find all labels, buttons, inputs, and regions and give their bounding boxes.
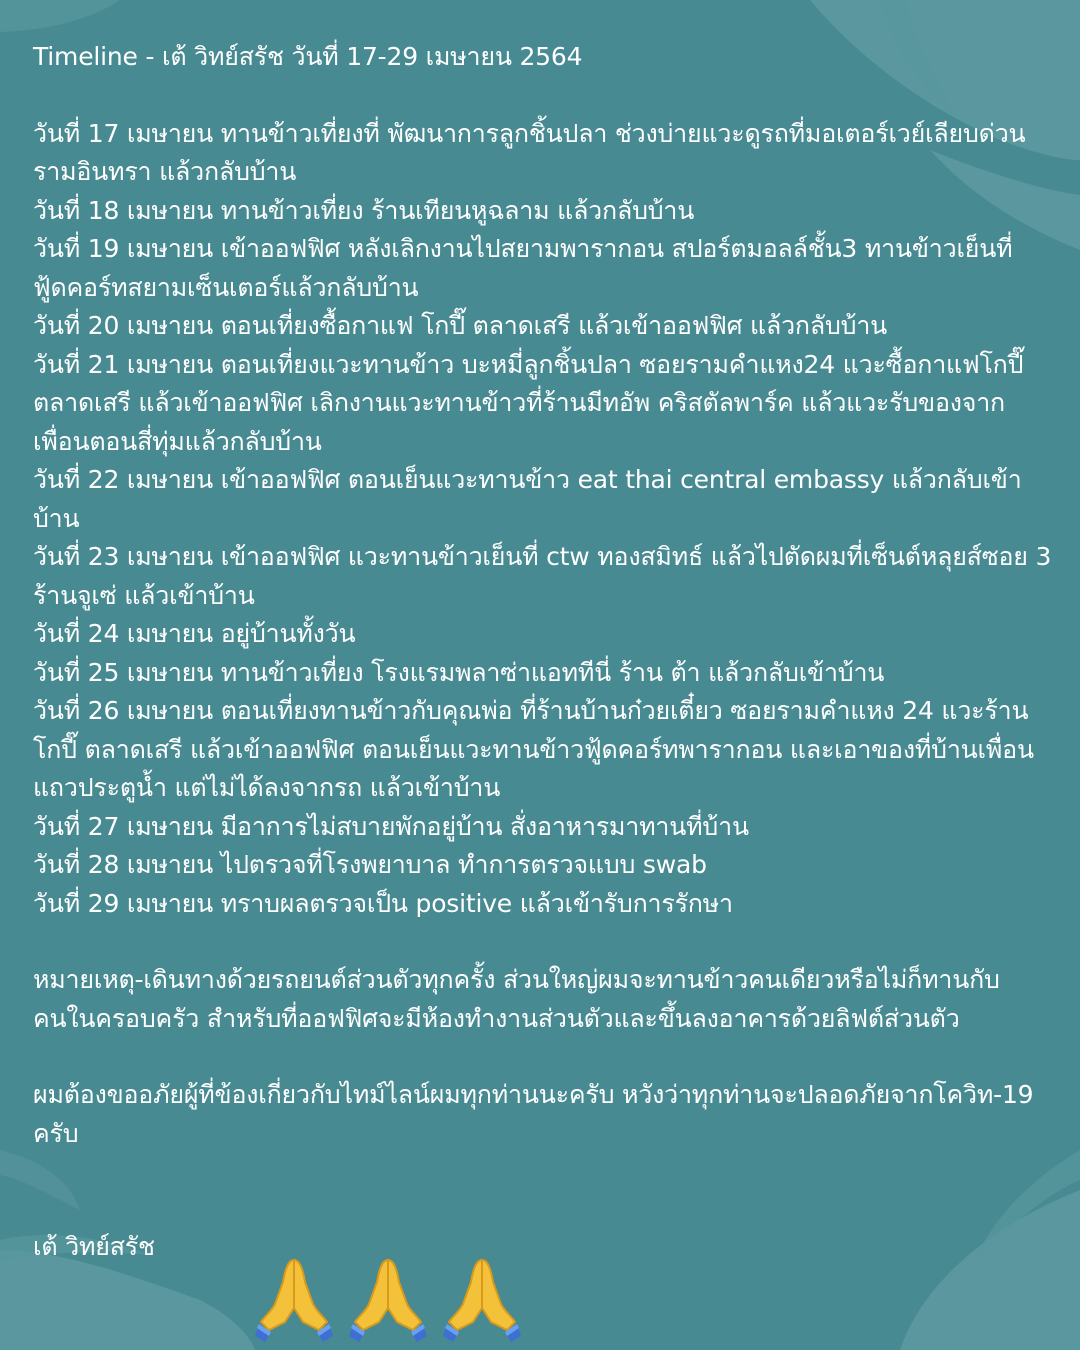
timeline-entry: วันที่ 27 เมษายน มีอาการไม่สบายพักอยู่บ้าน สั่งอาหารมาทานที่บ้าน [33,811,749,841]
timeline-list [33,115,1053,924]
timeline-entry: วันที่ 22 เมษายน เข้าออฟฟิศ ตอนเย็นแวะทานข้าว eat thai central embassy แล้วกลับเข้าบ้าน [33,465,1022,533]
folded-hands-icon [255,1252,333,1342]
timeline-entry: วันที่ 25 เมษายน ทานข้าวเที่ยง โรงแรมพลาซ่าแอททีนี่ ร้าน ต้า แล้วกลับเข้าบ้าน [33,657,885,687]
announcement-body [33,38,1053,1267]
note-paragraph: หมายเหตุ-เดินทางด้วยรถยนต์ส่วนตัวทุกครั้ง ส่วนใหญ่ผมจะทานข้าวคนเดียวหรือไม่ก็ทานกับคนในครอบครัว สำหรับที่ออฟฟิศจะมีห้องทำงานส่วนตัวและขึ้นลงอาคารด้วยลิฟต์ส่วนตัว [33,965,1000,1033]
timeline-entry: วันที่ 23 เมษายน เข้าออฟฟิศ แวะทานข้าวเย็นที่ ctw ทองสมิทธ์ แล้วไปตัดผมที่เซ็นต์หลุยส์ซอย 3 ร้านจูเซ่ แล้วเข้าบ้าน [33,542,1052,610]
timeline-entry: วันที่ 20 เมษายน ตอนเที่ยงซื้อกาแฟ โกปี๊ ตลาดเสรี แล้วเข้าออฟฟิศ แล้วกลับบ้าน [33,311,888,340]
timeline-entry: วันที่ 26 เมษายน ตอนเที่ยงทานข้าวกับคุณพ่อ ที่ร้านบ้านก๋วยเตี๋ยว ซอยรามคำแหง 24 แวะร้านโกปี๊ ตลาดเสรี แล้วเข้าออฟฟิศ ตอนเย็นแวะทานข้าวฟู้ดคอร์ทพารากอน และเอาของที่บ้านเพื่อนแถวประตูน้ำ แต่ไม่ได้ลงจากรถ แล้วเข้าบ้าน [33,696,1034,802]
apology-paragraph: ผมต้องขออภัยผู้ที่ข้องเกี่ยวกับไทม์ไลน์ผมทุกท่านนะครับ หวังว่าทุกท่านจะปลอดภัยจากโควิท-19 ครับ [33,1080,1034,1148]
timeline-entry: วันที่ 29 เมษายน ทราบผลตรวจเป็น positive แล้วเข้ารับการรักษา [33,888,733,918]
folded-hands-icon [349,1252,427,1342]
folded-hands-icon [443,1252,521,1342]
timeline-entry: วันที่ 28 เมษายน ไปตรวจที่โรงพยาบาล ทำการตรวจแบบ swab [33,850,707,879]
timeline-entry: วันที่ 24 เมษายน อยู่บ้านทั้งวัน [33,619,356,648]
timeline-entry: วันที่ 21 เมษายน ตอนเที่ยงแวะทานข้าว บะหมี่ลูกชิ้นปลา ซอยรามคำแหง24 แวะซื้อกาแฟโกปี๊ ตลาดเสรี แล้วเข้าออฟฟิศ เลิกงานแวะทานข้าวที่ร้านมีทอัพ คริสตัลพาร์ค แล้วแวะรับของจากเพื่อนตอนสี่ทุ่มแล้วกลับบ้าน [33,349,1024,456]
timeline-entry: วันที่ 17 เมษายน ทานข้าวเที่ยงที่ พัฒนาการลูกชิ้นปลา ช่วงบ่ายแวะดูรถที่มอเตอร์เวย์เลียบด่วนรามอินทรา แล้วกลับบ้าน [33,118,1026,186]
emoji-row [255,1252,521,1342]
page-title: Timeline - เต้ วิทย์สรัช วันที่ 17-29 เมษายน 2564 [33,42,583,71]
timeline-entry: วันที่ 18 เมษายน ทานข้าวเที่ยง ร้านเทียนหูฉลาม แล้วกลับบ้าน [33,195,695,225]
leaf-shape [0,0,120,32]
timeline-entry: วันที่ 19 เมษายน เข้าออฟฟิศ หลังเลิกงานไปสยามพารากอน สปอร์ตมอลล์ชั้น3 ทานข้าวเย็นที่ ฟู้ดคอร์ทสยามเซ็นเตอร์แล้วกลับบ้าน [33,234,1013,302]
signature: เต้ วิทย์สรัช [33,1232,155,1261]
